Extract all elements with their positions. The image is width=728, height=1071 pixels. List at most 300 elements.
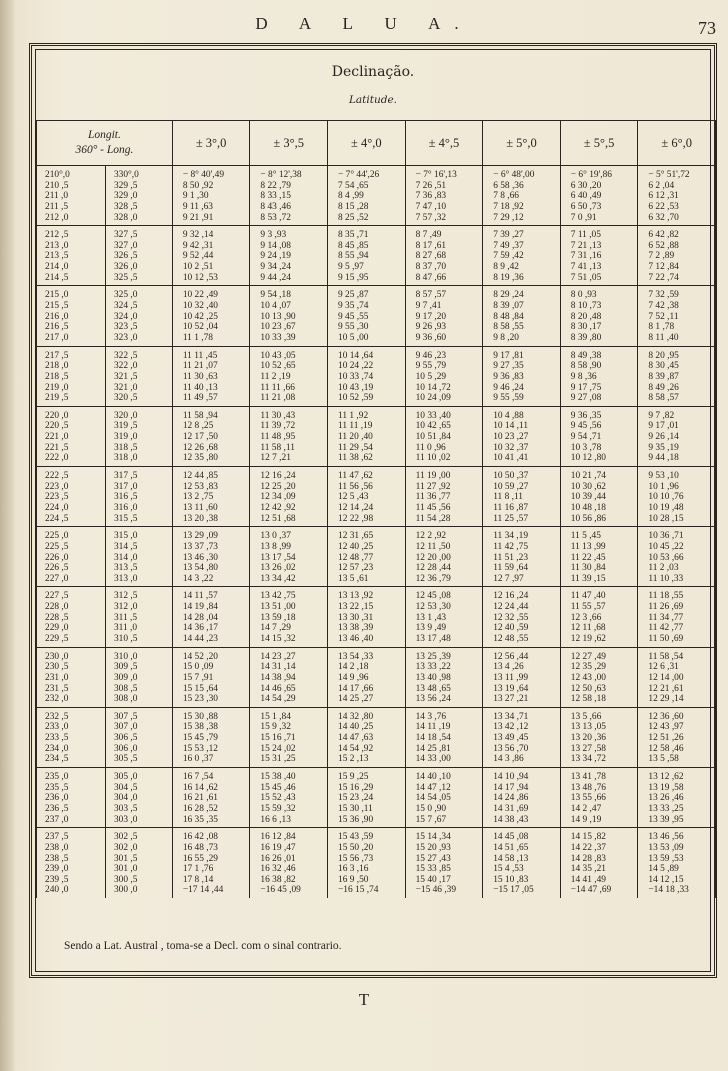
- cell-value: 10 21 ,74: [570, 471, 606, 482]
- cell-value: 10 56 ,86: [570, 513, 606, 524]
- table-cell: [638, 828, 716, 898]
- cell-value: 16 55 ,29: [182, 853, 218, 864]
- cell-value: 11 38 ,62: [338, 453, 373, 464]
- cell-value: 13 13 ,05: [570, 722, 606, 733]
- cell-value: 11 25 ,57: [493, 513, 529, 524]
- cell-value: 13 59 ,18: [260, 612, 296, 623]
- table-cell: [328, 587, 406, 647]
- table-cell: [560, 406, 638, 466]
- cell-value: 324 ,5: [113, 301, 138, 312]
- cell-value: − 7° 44',26: [338, 170, 380, 180]
- table-cell: [328, 828, 406, 898]
- cell-value: 15 23 ,24: [338, 793, 374, 804]
- cell-value: 9 21 ,91: [182, 212, 214, 223]
- cell-value: −17 14 ,44: [182, 885, 224, 896]
- cell-value: 11 48 ,95: [260, 432, 296, 443]
- cell-value: 14 40 ,10: [415, 772, 451, 783]
- cell-value: 6 40 ,49: [570, 191, 602, 202]
- cell-value: 8 39 ,80: [570, 332, 602, 343]
- cell-value: 9 26 ,14: [648, 432, 679, 443]
- table-cell: [560, 647, 638, 707]
- cell-value: − 6° 19',86: [570, 170, 612, 180]
- table-cell: [483, 346, 561, 406]
- cell-value: 9 46 ,24: [493, 382, 524, 393]
- table-cell: [560, 166, 638, 226]
- cell-value: 6 42 ,82: [648, 230, 679, 241]
- cell-value: 314 ,5: [113, 541, 138, 552]
- cell-value: 16 7 ,54: [182, 772, 214, 783]
- cell-value: 320 ,0: [113, 410, 138, 421]
- cell-value: 10 50 ,37: [493, 471, 529, 482]
- cell-value: 238 ,5: [45, 853, 69, 864]
- cell-value: 14 25 ,81: [415, 743, 451, 754]
- table-cell: [105, 346, 172, 406]
- cell-value: 8 47 ,66: [415, 272, 447, 283]
- table-cell: [405, 768, 483, 828]
- cell-value: 15 23 ,30: [182, 694, 218, 705]
- cell-value: 11 55 ,57: [570, 602, 606, 613]
- cell-value: 10 10 ,76: [648, 492, 684, 503]
- cell-value: 9 35 ,74: [338, 301, 369, 312]
- cell-value: 10 30 ,62: [570, 481, 606, 492]
- table-cell: [638, 286, 716, 346]
- cell-value: 8 49 ,38: [570, 350, 602, 361]
- table-cell: [638, 647, 716, 707]
- cell-value: 10 1 ,96: [648, 481, 679, 492]
- cell-value: −15 17 ,05: [493, 885, 534, 896]
- cell-value: 14 12 ,15: [648, 874, 684, 885]
- cell-value: 13 20 ,36: [570, 733, 606, 744]
- cell-value: 10 12 ,53: [182, 272, 218, 283]
- cell-value: 302 ,0: [113, 842, 138, 853]
- cell-value: 216 ,0: [45, 311, 69, 322]
- cell-value: 9 45 ,56: [570, 421, 602, 432]
- cell-value: 306 ,5: [113, 733, 138, 744]
- table-cell: [405, 166, 483, 226]
- cell-value: 13 22 ,15: [338, 602, 374, 613]
- cell-value: 232 ,5: [45, 711, 69, 722]
- table-cell: [638, 166, 716, 226]
- cell-value: 13 46 ,30: [182, 552, 218, 563]
- cell-value: 15 7 ,91: [182, 672, 214, 683]
- cell-value: 305 ,0: [113, 772, 138, 783]
- cell-value: 14 3 ,76: [415, 711, 447, 722]
- cell-value: 12 11 ,68: [570, 623, 606, 634]
- cell-value: 313 ,0: [113, 573, 138, 584]
- cell-value: 9 17 ,20: [415, 311, 447, 322]
- cell-value: 218 ,5: [45, 371, 69, 382]
- cell-value: 213 ,5: [45, 251, 69, 262]
- cell-value: 13 8 ,99: [260, 541, 291, 552]
- cell-value: 10 5 ,00: [338, 332, 369, 343]
- cell-value: 13 19 ,64: [493, 683, 529, 694]
- cell-value: 229 ,5: [45, 633, 69, 644]
- cell-value: 304 ,0: [113, 793, 138, 804]
- table-cell: [638, 226, 716, 286]
- cell-value: 13 5 ,66: [570, 711, 602, 722]
- cell-value: 10 23 ,27: [493, 432, 529, 443]
- cell-value: 9 55 ,59: [493, 393, 524, 404]
- cell-value: − 7° 16',13: [415, 170, 457, 180]
- cell-value: 13 33 ,22: [415, 662, 451, 673]
- cell-value: 14 25 ,27: [338, 694, 374, 705]
- cell-value: 11 58 ,54: [648, 651, 684, 662]
- cell-value: 305 ,5: [113, 754, 138, 765]
- cell-value: 9 14 ,08: [260, 240, 291, 251]
- cell-value: 15 50 ,20: [338, 842, 374, 853]
- header-lat-3-5: ± 3°,5: [250, 121, 328, 166]
- cell-value: 327 ,0: [113, 240, 138, 251]
- cell-value: 15 9 ,32: [260, 722, 291, 733]
- cell-value: − 6° 48',00: [493, 170, 535, 180]
- table-row-group: [37, 406, 716, 466]
- table-cell: [638, 467, 716, 527]
- cell-value: 11 27 ,92: [415, 481, 451, 492]
- table-row-group: [37, 166, 716, 226]
- cell-value: 302 ,5: [113, 832, 138, 843]
- cell-value: 314 ,0: [113, 552, 138, 563]
- cell-value: 12 3 ,66: [570, 612, 602, 623]
- cell-value: 11 10 ,33: [648, 573, 684, 584]
- cell-value: 15 20 ,93: [415, 842, 451, 853]
- cell-value: 9 7 ,41: [415, 301, 442, 312]
- cell-value: 14 15 ,82: [570, 832, 606, 843]
- cell-value: 210 ,5: [45, 180, 69, 191]
- cell-value: 239 ,5: [45, 874, 69, 885]
- cell-value: 12 34 ,09: [260, 492, 296, 503]
- table-cell: [250, 707, 328, 767]
- cell-value: 212 ,0: [45, 212, 69, 223]
- cell-value: 14 31 ,14: [260, 662, 296, 673]
- cell-value: 13 59 ,53: [648, 853, 684, 864]
- cell-value: 11 5 ,45: [570, 531, 601, 542]
- cell-value: 213 ,0: [45, 240, 69, 251]
- cell-value: 6 32 ,70: [648, 212, 679, 223]
- cell-value: 304 ,5: [113, 782, 138, 793]
- cell-value: 11 8 ,11: [493, 492, 523, 503]
- table-cell: [250, 226, 328, 286]
- cell-value: 10 42 ,65: [415, 421, 451, 432]
- cell-value: 316 ,0: [113, 502, 138, 513]
- cell-value: 228 ,0: [45, 602, 69, 613]
- cell-value: 14 17 ,66: [338, 683, 374, 694]
- cell-value: 15 31 ,25: [260, 754, 296, 765]
- cell-value: 11 11 ,45: [182, 350, 218, 361]
- cell-value: 11 42 ,77: [648, 623, 684, 634]
- cell-value: 225 ,5: [45, 541, 69, 552]
- table-cell: [328, 707, 406, 767]
- cell-value: 8 4 ,99: [338, 191, 364, 202]
- cell-value: − 8° 12',38: [260, 170, 302, 180]
- cell-value: 11 20 ,40: [338, 432, 373, 443]
- cell-value: 14 35 ,21: [570, 864, 606, 875]
- table-cell: [172, 768, 250, 828]
- cell-value: 14 45 ,08: [493, 832, 529, 843]
- table-cell: [105, 226, 172, 286]
- cell-value: 319 ,0: [113, 432, 138, 443]
- cell-value: 12 17 ,50: [182, 432, 218, 443]
- table-cell: [250, 286, 328, 346]
- cell-value: 6 58 ,36: [493, 180, 524, 191]
- cell-value: 11 1 ,78: [182, 332, 213, 343]
- cell-value: 13 34 ,72: [570, 754, 606, 765]
- cell-value: 224 ,5: [45, 513, 69, 524]
- cell-value: 14 54 ,92: [338, 743, 374, 754]
- cell-value: 12 42 ,92: [260, 502, 296, 513]
- cell-value: 236 ,5: [45, 803, 69, 814]
- cell-value: 11 51 ,23: [493, 552, 529, 563]
- cell-value: 11 42 ,75: [493, 541, 529, 552]
- cell-value: 8 20 ,48: [570, 311, 602, 322]
- cell-value: 14 51 ,65: [493, 842, 529, 853]
- cell-value: 8 22 ,79: [260, 180, 291, 191]
- cell-value: 11 29 ,54: [338, 442, 373, 453]
- cell-value: 12 16 ,24: [493, 591, 529, 602]
- cell-value: 13 54 ,80: [182, 563, 218, 574]
- cell-value: 15 9 ,25: [338, 772, 369, 783]
- table-cell: [250, 406, 328, 466]
- cell-value: 13 19 ,58: [648, 782, 684, 793]
- cell-value: 322 ,0: [113, 361, 138, 372]
- header-lat-5-5: ± 5°,5: [560, 121, 638, 166]
- cell-value: 8 15 ,28: [338, 201, 369, 212]
- cell-value: 8 57 ,57: [415, 290, 447, 301]
- cell-value: 14 5 ,89: [648, 864, 679, 875]
- cell-value: 11 2 ,19: [260, 371, 291, 382]
- cell-value: 11 0 ,96: [415, 442, 446, 453]
- cell-value: 237 ,0: [45, 814, 69, 825]
- cell-value: 8 20 ,95: [648, 350, 679, 361]
- cell-value: 8 49 ,26: [648, 382, 679, 393]
- cell-value: 317 ,0: [113, 481, 138, 492]
- cell-value: 221 ,0: [45, 432, 69, 443]
- cell-value: 308 ,0: [113, 694, 138, 705]
- cell-value: 309 ,5: [113, 662, 138, 673]
- cell-value: 6 2 ,04: [648, 180, 675, 191]
- cell-value: 329 ,0: [113, 191, 138, 202]
- cell-value: 12 48 ,55: [493, 633, 529, 644]
- cell-value: 8 58 ,90: [570, 361, 602, 372]
- table-cell: [37, 647, 106, 707]
- cell-value: 235 ,0: [45, 772, 69, 783]
- cell-value: 16 32 ,46: [260, 864, 296, 875]
- cell-value: 11 16 ,87: [493, 502, 529, 513]
- table-cell: [483, 226, 561, 286]
- cell-value: 9 1 ,30: [182, 191, 209, 202]
- cell-value: 11 45 ,56: [415, 502, 451, 513]
- cell-value: 9 3 ,93: [260, 230, 287, 241]
- table-cell: [405, 647, 483, 707]
- cell-value: 11 26 ,69: [648, 602, 684, 613]
- cell-value: 10 36 ,71: [648, 531, 684, 542]
- cell-value: 15 7 ,67: [415, 814, 447, 825]
- cell-value: 310 ,5: [113, 633, 138, 644]
- cell-value: 8 58 ,55: [493, 322, 524, 333]
- cell-value: 11 21 ,08: [260, 393, 296, 404]
- cell-value: 13 11 ,99: [493, 672, 529, 683]
- cell-value: 223 ,5: [45, 492, 69, 503]
- table-row-group: [37, 707, 716, 767]
- cell-value: 11 39 ,15: [570, 573, 606, 584]
- cell-value: 12 29 ,14: [648, 694, 684, 705]
- cell-value: 13 17 ,48: [415, 633, 451, 644]
- cell-value: 219 ,5: [45, 393, 69, 404]
- cell-value: 8 25 ,52: [338, 212, 369, 223]
- table-cell: [638, 707, 716, 767]
- cell-value: 233 ,0: [45, 722, 69, 733]
- cell-value: 9 54 ,18: [260, 290, 291, 301]
- table-cell: [483, 286, 561, 346]
- cell-value: 10 23 ,67: [260, 322, 296, 333]
- cell-value: 233 ,5: [45, 733, 69, 744]
- table-cell: [172, 467, 250, 527]
- table-cell: [560, 768, 638, 828]
- cell-value: 311 ,0: [113, 623, 138, 634]
- cell-value: 13 17 ,54: [260, 552, 296, 563]
- cell-value: 322 ,5: [113, 350, 138, 361]
- cell-value: 12 48 ,77: [338, 552, 374, 563]
- cell-value: 15 52 ,43: [260, 793, 296, 804]
- cell-value: 14 38 ,43: [493, 814, 529, 825]
- cell-value: 11 36 ,77: [415, 492, 451, 503]
- cell-value: 324 ,0: [113, 311, 138, 322]
- cell-value: 16 28 ,52: [182, 803, 218, 814]
- cell-value: 10 39 ,44: [570, 492, 606, 503]
- table-cell: [172, 406, 250, 466]
- cell-value: 15 38 ,40: [260, 772, 296, 783]
- cell-value: 8 1 ,78: [648, 322, 675, 333]
- cell-value: 15 30 ,88: [182, 711, 218, 722]
- table-cell: [250, 587, 328, 647]
- cell-value: 11 30 ,63: [182, 371, 218, 382]
- cell-value: 13 27 ,58: [570, 743, 606, 754]
- cell-value: 312 ,0: [113, 602, 138, 613]
- header-lat-4-5: ± 4°,5: [405, 121, 483, 166]
- cell-value: 16 12 ,84: [260, 832, 296, 843]
- table-cell: [37, 166, 106, 226]
- cell-value: 327 ,5: [113, 230, 138, 241]
- cell-value: 15 38 ,38: [182, 722, 218, 733]
- cell-value: 13 29 ,09: [182, 531, 218, 542]
- cell-value: 7 41 ,13: [570, 262, 602, 273]
- cell-value: 14 11 ,57: [182, 591, 218, 602]
- cell-value: 315 ,5: [113, 513, 138, 524]
- cell-value: 8 10 ,73: [570, 301, 602, 312]
- cell-value: 14 22 ,37: [570, 842, 606, 853]
- cell-value: 234 ,5: [45, 754, 69, 765]
- table-cell: [405, 226, 483, 286]
- table-inner-frame: [35, 49, 711, 972]
- cell-value: 13 37 ,73: [182, 541, 218, 552]
- cell-value: 11 11 ,66: [260, 382, 295, 393]
- cell-value: 9 17 ,75: [570, 382, 602, 393]
- cell-value: 239 ,0: [45, 864, 69, 875]
- table-cell: [483, 647, 561, 707]
- cell-value: 227 ,0: [45, 573, 69, 584]
- table-cell: [250, 467, 328, 527]
- cell-value: 14 32 ,80: [338, 711, 374, 722]
- cell-value: 14 2 ,47: [570, 803, 602, 814]
- cell-value: 13 0 ,37: [260, 531, 291, 542]
- cell-value: 12 36 ,79: [415, 573, 451, 584]
- cell-value: 7 21 ,13: [570, 240, 602, 251]
- cell-value: 15 27 ,43: [415, 853, 451, 864]
- cell-value: 13 5 ,58: [648, 754, 679, 765]
- header-row: [37, 121, 716, 166]
- header-lat-6-0: ± 6°,0: [638, 121, 716, 166]
- binding-shadow: [0, 0, 14, 1071]
- cell-value: 10 24 ,22: [338, 361, 374, 372]
- cell-value: 16 35 ,35: [182, 814, 218, 825]
- table-cell: [37, 527, 106, 587]
- cell-value: 14 15 ,32: [260, 633, 296, 644]
- cell-value: 12 14 ,24: [338, 502, 374, 513]
- cell-value: 10 43 ,05: [260, 350, 296, 361]
- cell-value: 13 33 ,25: [648, 803, 684, 814]
- cell-value: 218 ,0: [45, 361, 69, 372]
- table-cell: [37, 707, 106, 767]
- cell-value: 217 ,5: [45, 350, 69, 361]
- table-cell: [560, 587, 638, 647]
- cell-value: 15 53 ,12: [182, 743, 218, 754]
- cell-value: 9 52 ,44: [182, 251, 214, 262]
- cell-value: 13 26 ,02: [260, 563, 296, 574]
- table-cell: [483, 527, 561, 587]
- cell-value: 300 ,5: [113, 874, 138, 885]
- cell-value: 10 33 ,39: [260, 332, 296, 343]
- cell-value: 12 36 ,60: [648, 711, 684, 722]
- header-lat-5-0: ± 5°,0: [483, 121, 561, 166]
- cell-value: 231 ,0: [45, 672, 69, 683]
- cell-value: 10 22 ,49: [182, 290, 218, 301]
- cell-value: 12 57 ,23: [338, 563, 374, 574]
- table-cell: [638, 346, 716, 406]
- page-number: 73: [698, 18, 716, 38]
- cell-value: −15 46 ,39: [415, 885, 457, 896]
- cell-value: 15 56 ,73: [338, 853, 374, 864]
- cell-value: 10 19 ,48: [648, 502, 684, 513]
- table-cell: [483, 828, 561, 898]
- cell-value: 10 53 ,66: [648, 552, 684, 563]
- cell-value: 10 13 ,90: [260, 311, 296, 322]
- cell-value: 7 59 ,42: [493, 251, 524, 262]
- cell-value: 14 17 ,94: [493, 782, 529, 793]
- cell-value: 13 46 ,56: [648, 832, 684, 843]
- cell-value: 14 54 ,29: [260, 694, 296, 705]
- table-cell: [172, 346, 250, 406]
- cell-value: 13 34 ,42: [260, 573, 296, 584]
- cell-value: 7 2 ,89: [648, 251, 675, 262]
- cell-value: 8 7 ,49: [415, 230, 442, 241]
- cell-value: 12 6 ,31: [648, 662, 679, 673]
- cell-value: 319 ,5: [113, 421, 138, 432]
- cell-value: 7 11 ,05: [570, 230, 601, 241]
- cell-value: 15 36 ,90: [338, 814, 374, 825]
- cell-value: 15 0 ,09: [182, 662, 214, 673]
- cell-value: 11 56 ,56: [338, 481, 373, 492]
- table-cell: [483, 768, 561, 828]
- cell-value: 225 ,0: [45, 531, 69, 542]
- cell-value: 232 ,0: [45, 694, 69, 705]
- cell-value: 8 48 ,84: [493, 311, 524, 322]
- cell-value: 11 54 ,28: [415, 513, 451, 524]
- cell-value: 237 ,5: [45, 832, 69, 843]
- table-cell: [483, 406, 561, 466]
- table-cell: [483, 166, 561, 226]
- table-cell: [172, 647, 250, 707]
- cell-value: 10 3 ,78: [570, 442, 602, 453]
- cell-value: 11 47 ,62: [338, 471, 373, 482]
